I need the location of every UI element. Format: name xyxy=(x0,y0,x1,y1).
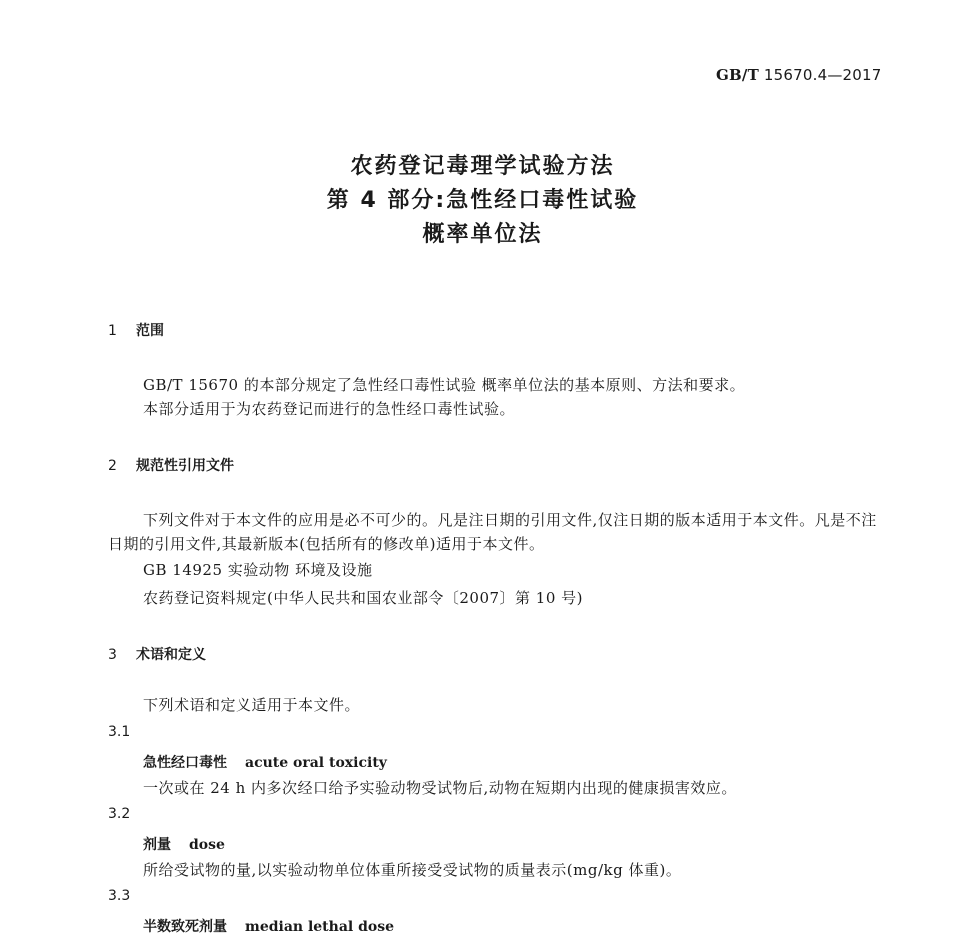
reference-item: GB 14925 实验动物 环境及设施 xyxy=(143,561,373,579)
clause-number: 3.3 xyxy=(108,888,131,904)
term-zh: 剂量 xyxy=(143,837,171,853)
section-heading-scope xyxy=(108,320,164,340)
standard-number xyxy=(716,66,882,84)
term-definition: 一次或在 24 h 内多次经口给予实验动物受试物后,动物在短期内出现的健康损害效应。 xyxy=(143,779,737,797)
section-heading-terms-definitions xyxy=(108,644,206,664)
section-number: 3 xyxy=(108,647,117,663)
paragraph: 本部分适用于为农药登记而进行的急性经口毒性试验。 xyxy=(143,400,516,418)
term-heading xyxy=(143,752,387,772)
title-line-1: 农药登记毒理学试验方法 xyxy=(350,154,615,179)
paragraph: GB/T 15670 的本部分规定了急性经口毒性试验 概率单位法的基本原则、方法和要求。 xyxy=(143,376,746,394)
term-heading xyxy=(143,834,225,854)
section-title: 术语和定义 xyxy=(136,647,206,663)
section-heading-normative-references xyxy=(108,455,234,475)
term-zh: 急性经口毒性 xyxy=(143,755,227,771)
section-number: 2 xyxy=(108,458,117,474)
paragraph: 下列术语和定义适用于本文件。 xyxy=(143,696,361,714)
document-title xyxy=(0,150,965,252)
term-heading xyxy=(143,916,394,936)
term-en: median lethal dose xyxy=(245,919,395,935)
title-line-3: 概率单位法 xyxy=(422,222,543,247)
term-zh: 半数致死剂量 xyxy=(143,919,227,935)
reference-item: 农药登记资料规定(中华人民共和国农业部令〔2007〕第 10 号) xyxy=(143,589,584,607)
section-number: 1 xyxy=(108,323,117,339)
term-definition: 所给受试物的量,以实验动物单位体重所接受受试物的质量表示(mg/kg 体重)。 xyxy=(143,861,682,879)
standard-code: 15670.4—2017 xyxy=(763,66,882,84)
title-line-2: 第 4 部分:急性经口毒性试验 xyxy=(326,188,639,213)
term-en: dose xyxy=(189,837,225,853)
standard-prefix: GB/T xyxy=(716,66,759,84)
section-title: 规范性引用文件 xyxy=(136,458,234,474)
term-en: acute oral toxicity xyxy=(245,755,387,771)
section-title: 范围 xyxy=(136,323,164,339)
clause-number: 3.2 xyxy=(108,806,131,822)
paragraph: 下列文件对于本文件的应用是必不可少的。凡是注日期的引用文件,仅注日期的版本适用于本文件。凡是不注日期的引用文件,其最新版本(包括所有的修改单)适用于本文件。 xyxy=(108,511,877,553)
clause-number: 3.1 xyxy=(108,724,131,740)
